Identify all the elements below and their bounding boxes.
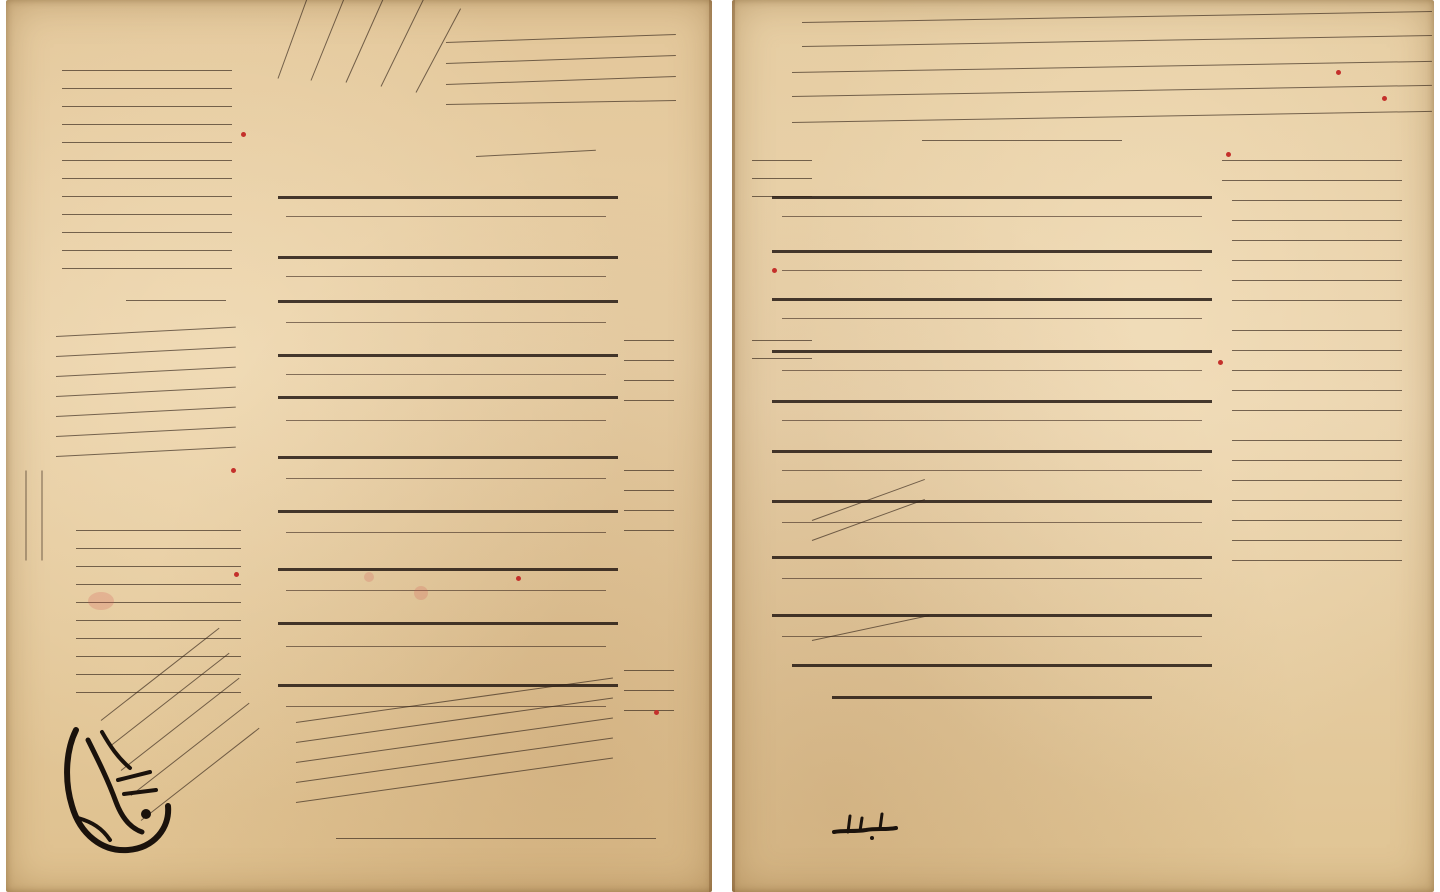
- rubric-mark: [772, 268, 777, 273]
- manuscript-page-left: [6, 0, 712, 892]
- ink-stain: [364, 572, 374, 582]
- rubric-mark: [1226, 152, 1231, 157]
- rubric-mark: [231, 468, 236, 473]
- manuscript-page-right: [732, 0, 1434, 892]
- rubric-mark: [234, 572, 239, 577]
- rubric-mark: [241, 132, 246, 137]
- rubric-mark: [654, 710, 659, 715]
- rubric-mark: [1336, 70, 1341, 75]
- catchword: [830, 806, 900, 842]
- marginal-gloss-left: [732, 0, 1434, 892]
- rubric-mark: [516, 576, 521, 581]
- ink-stain: [414, 586, 428, 600]
- rubric-mark: [1218, 360, 1223, 365]
- seal-stamp: [58, 710, 178, 860]
- ink-stain: [88, 592, 114, 610]
- rubric-mark: [1382, 96, 1387, 101]
